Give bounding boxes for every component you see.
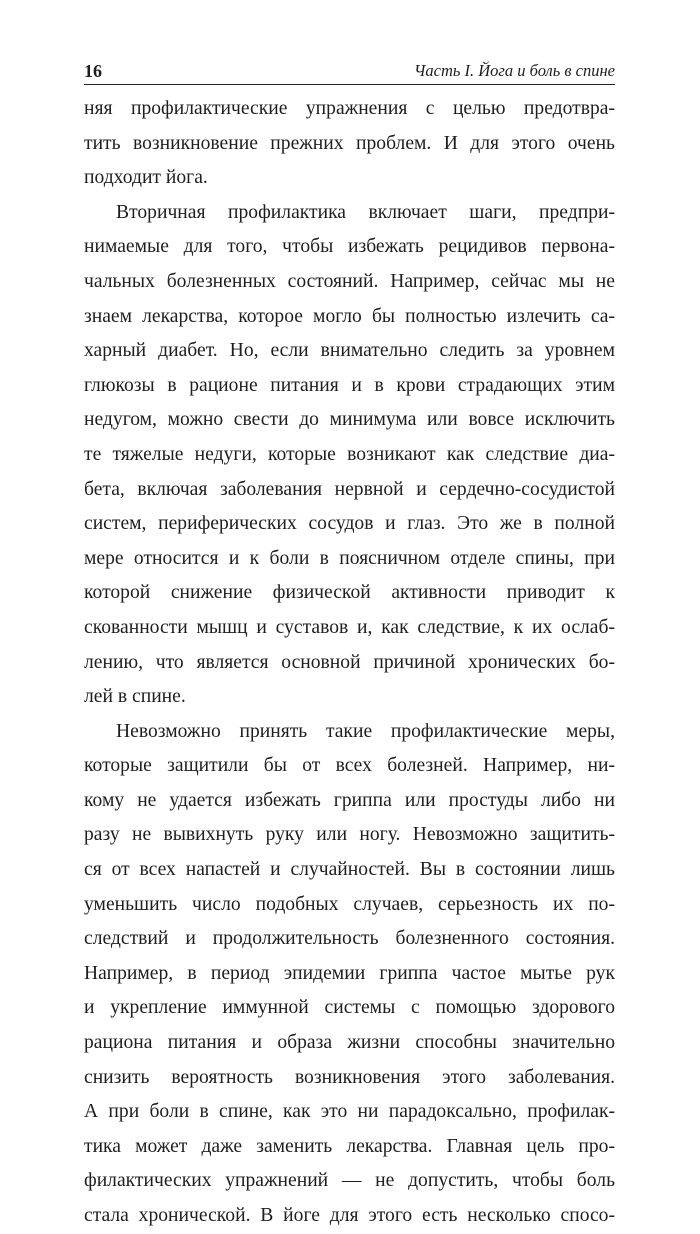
text-line: нимаемые для того, чтобы избежать рецидивов первона-	[84, 236, 615, 258]
text-line: А при боли в спине, как это ни парадоксально, профилак-	[84, 1101, 615, 1123]
paragraph	[84, 196, 615, 715]
text-line: бета, включая заболевания нервной и сердечно-сосудистой	[84, 478, 615, 500]
text-line: те тяжелые недуги, которые возникают как следствие диа-	[84, 443, 615, 465]
text-line: рациона питания и образа жизни способны значительно	[84, 1032, 615, 1054]
text-line: которой снижение физической активности приводит к	[84, 582, 615, 604]
text-line: следствий и продолжительность болезненного состояния.	[84, 928, 615, 950]
paragraph	[84, 715, 615, 1234]
text-line: знаем лекарства, которое могло бы полностью излечить са-	[84, 305, 615, 327]
text-line: разу не вывихнуть руку или ногу. Невозможно защитить-	[84, 824, 615, 846]
text-line: которые защитили бы от всех болезней. Например, ни-	[84, 755, 615, 777]
text-line: и укрепление иммунной системы с помощью здорового	[84, 997, 615, 1019]
body-text	[84, 92, 615, 1234]
text-line: недугом, можно свести до минимума или вовсе исключить	[84, 409, 615, 431]
paragraph	[84, 92, 615, 196]
text-line: лению, что является основной причиной хронических бо-	[84, 651, 615, 673]
text-line: снизить вероятность возникновения этого заболевания.	[84, 1066, 615, 1088]
text-line: кому не удается избежать гриппа или простуды либо ни	[84, 789, 615, 811]
header-rule	[84, 84, 615, 85]
text-line: скованности мышц и суставов и, как следствие, к их ослаб-	[84, 616, 615, 638]
section-title: Часть I. Йога и боль в спине	[414, 61, 615, 80]
text-line: глюкозы в рационе питания и в крови страдающих этим	[84, 374, 615, 396]
text-line: систем, периферических сосудов и глаз. Это же в полной	[84, 513, 615, 535]
text-line: Например, в период эпидемии гриппа частое мытье рук	[84, 962, 615, 984]
text-line: стала хронической. В йоге для этого есть несколько спосо-	[84, 1205, 615, 1226]
text-line: филактических упражнений — не допустить, чтобы боль	[84, 1170, 615, 1192]
text-line: чальных болезненных состояний. Например, сейчас мы не	[84, 270, 615, 292]
text-line: Невозможно принять такие профилактические меры,	[116, 720, 615, 742]
text-line: харный диабет. Но, если внимательно следить за уровнем	[84, 340, 615, 362]
text-line: подходит йога.	[84, 167, 208, 189]
text-line: лей в спине.	[84, 686, 186, 708]
running-head	[84, 60, 615, 86]
page-number: 16	[84, 61, 102, 81]
text-line: няя профилактические упражнения с целью предотвра-	[84, 98, 615, 119]
text-line: уменьшить число подобных случаев, серьезность их по-	[84, 893, 615, 915]
text-line: Вторичная профилактика включает шаги, предпри-	[116, 201, 615, 223]
text-line: тить возникновение прежних проблем. И для этого очень	[84, 132, 615, 154]
text-line: ся от всех напастей и случайностей. Вы в состоянии лишь	[84, 859, 615, 881]
text-line: мере относится и к боли в поясничном отделе спины, при	[84, 547, 615, 569]
text-line: тика может даже заменить лекарства. Главная цель про-	[84, 1135, 615, 1157]
